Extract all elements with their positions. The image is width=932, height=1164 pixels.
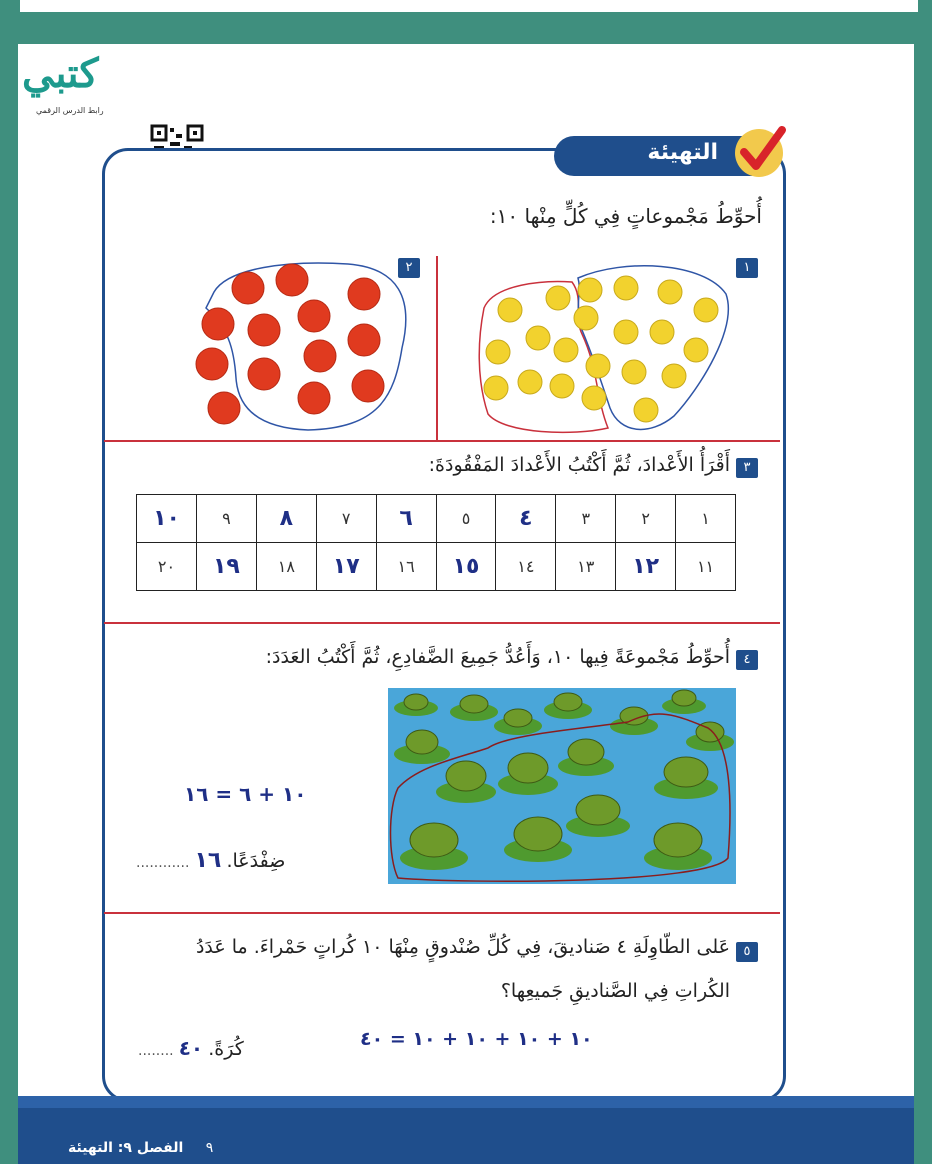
textbook-page [18,44,914,1164]
q5-answer: ٤٠ [178,1036,204,1060]
table-cell: ٢٠ [137,543,197,591]
filled-answer-cell: ١٩ [196,543,256,591]
q4-text: أُحوِّطُ مَجْموعَةً فِيها ١٠، وَأَعُدُّ جَمِيعَ الضَّفادِعِ، ثُمَّ أَكْتُبُ العَدَدَ: [265,646,730,668]
table-cell: ٧ [316,495,376,543]
table-row [137,543,736,591]
table-cell: ١ [676,495,736,543]
table-row [137,495,736,543]
divider-3 [104,912,780,914]
table-cell: ٢ [616,495,676,543]
q5-equation: ١٠ + ١٠ + ١٠ + ١٠ = ٤٠ [360,1028,593,1050]
q5-number: ٥ [736,942,758,962]
top-bar [0,0,932,40]
q5-line-2: الكُراتِ فِي الصَّناديقِ جَميعِها؟ [500,980,730,1002]
filled-answer-cell: ١٥ [436,543,496,591]
q5-answer-dots: ........ [138,1043,174,1059]
red-ball [196,264,384,424]
divider-2 [104,622,780,624]
numbers-table [136,494,736,591]
q4-answer-dots: ............ [136,855,190,871]
table-cell: ١٦ [376,543,436,591]
red-balls-group [188,258,428,438]
q5-line-1: عَلى الطّاوِلَةِ ٤ صَناديقَ، فِي كُلِّ صُنْدوقٍ مِنْهَا ١٠ كُراتٍ حَمْراءَ. ما عَدَدُ [195,936,730,958]
table-cell: ٥ [436,495,496,543]
divider-1 [104,440,780,442]
filled-answer-cell: ٦ [376,495,436,543]
q5-answer-line [138,1036,244,1060]
table-cell: ١٤ [496,543,556,591]
table-cell: ٩ [196,495,256,543]
logo-text: كتبي [22,50,99,97]
q1-number: ١ [736,258,758,278]
footer-label [68,1140,213,1156]
q5-unit: كُرَةً. [208,1038,244,1060]
q3-number: ٣ [736,458,758,478]
yellow-balls-group [474,258,754,438]
q1-q2-divider [436,256,438,440]
table-cell: ١١ [676,543,736,591]
q4-answer: ١٦ [194,848,222,873]
section-title: التهيئة [647,140,718,165]
table-cell: ٣ [556,495,616,543]
footer-chapter: الفصل ٩: التهيئة [68,1140,184,1156]
intro-question: أُحوِّطُ مَجْموعاتٍ فِي كُلٍّ مِنْها ١٠: [489,204,762,228]
table-cell: ١٨ [256,543,316,591]
filled-answer-cell: ١٢ [616,543,676,591]
logo-subtitle: رابط الدرس الرقمي [36,106,104,115]
top-bar-strip [20,0,918,12]
q2-number: ٢ [398,258,420,278]
filled-answer-cell: ٤ [496,495,556,543]
q4-equation: ١٠ + ٦ = ١٦ [184,782,307,806]
filled-answer-cell: ١٧ [316,543,376,591]
q4-answer-line [136,848,285,873]
frog-pond-image [388,688,736,884]
q3-text: أَقْرَأُ الأَعْدادَ، ثُمَّ أَكْتُبُ الأَعْدادَ المَفْقُودَةَ: [428,454,730,476]
footer-page-number: ٩ [205,1140,214,1156]
filled-answer-cell: ١٠ [137,495,197,543]
yellow-ball [484,276,718,422]
q4-number: ٤ [736,650,758,670]
checkmark-icon [730,122,788,180]
table-cell: ١٣ [556,543,616,591]
q4-unit: ضِفْدَعًا. [226,850,286,872]
filled-answer-cell: ٨ [256,495,316,543]
